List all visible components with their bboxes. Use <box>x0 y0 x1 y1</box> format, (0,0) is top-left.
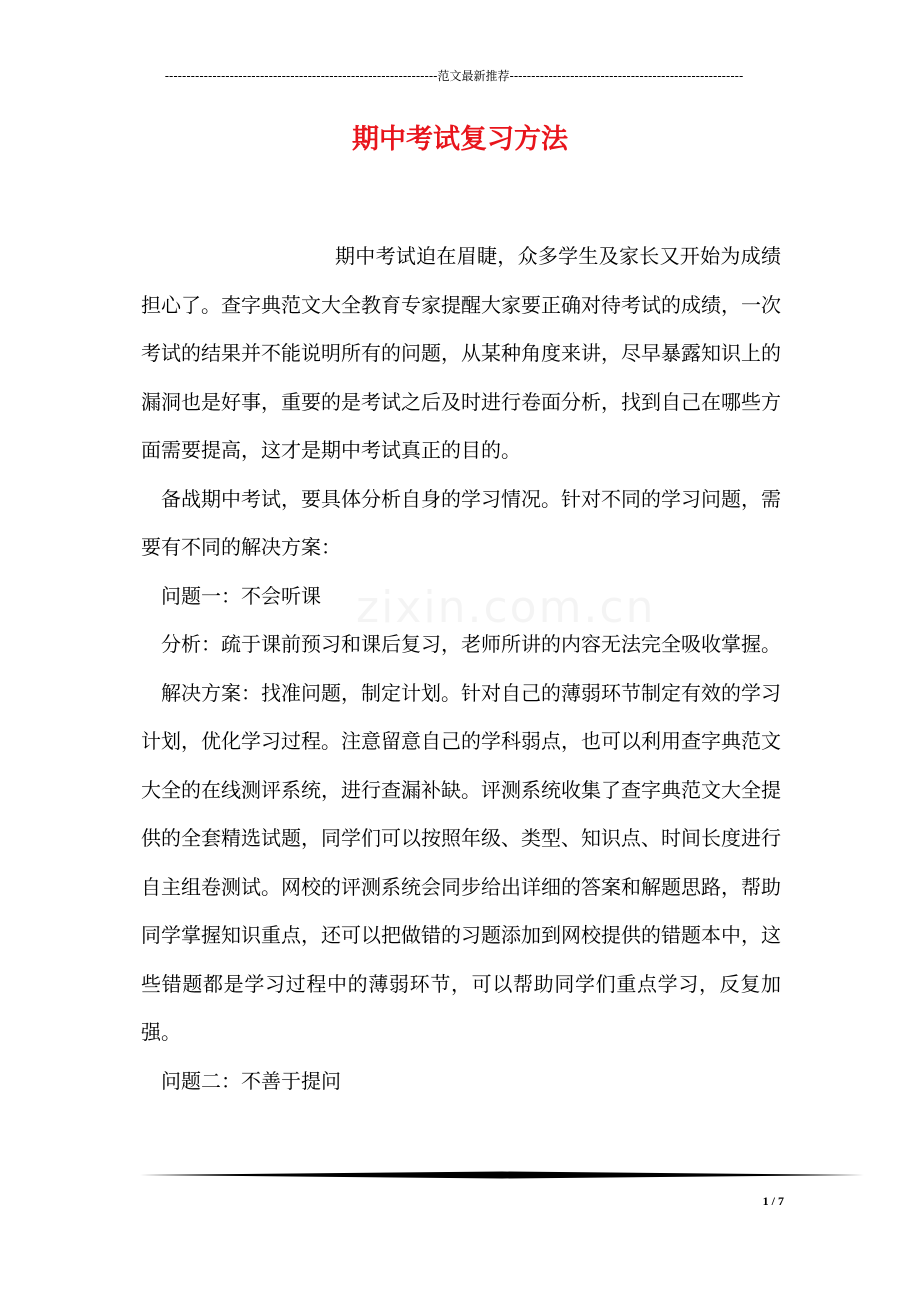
paragraph-intro: 期中考试迫在眉睫，众多学生及家长又开始为成绩担心了。查字典范文大全教育专家提醒大家要正确对待考试的成绩，一次考试的结果并不能说明所有的问题，从某种角度来讲，尽早暴露知识上的漏洞也是好事，重要的是考试之后及时进行卷面分析，找到自己在哪些方面需要提高，这才是期中考试真正的目的。 <box>141 244 781 462</box>
document-body <box>141 232 781 1105</box>
page-header: ---------------------------------------------------------------范文最新推荐------------------------------------------------------ <box>164 69 744 83</box>
problem-one-analysis: 分析：疏于课前预习和课后复习，老师所讲的内容无法完全吸收掌握。 <box>161 632 781 656</box>
problem-one-heading: 问题一：不会听课 <box>161 583 321 608</box>
page-number: 1 / 7 <box>762 1194 784 1208</box>
document-title: 期中考试复习方法 <box>352 124 568 155</box>
paragraph-preparation: 备战期中考试，要具体分析自身的学习情况。针对不同的学习问题，需要有不同的解决方案： <box>141 486 781 559</box>
footer-divider <box>140 1171 864 1179</box>
problem-two-heading: 问题二：不善于提问 <box>161 1068 341 1093</box>
problem-one-solution: 解决方案：找准问题，制定计划。针对自己的薄弱环节制定有效的学习计划，优化学习过程。注意留意自己的学科弱点，也可以利用查字典范文大全的在线测评系统，进行查漏补缺。评测系统收集了查字典范文大全提供的全套精选试题，同学们可以按照年级、类型、知识点、时间长度进行自主组卷测试。网校的评测系统会同步给出详细的答案和解题思路，帮助同学掌握知识重点，还可以把做错的习题添加到网校提供的错题本中，这些错题都是学习过程中的薄弱环节，可以帮助同学们重点学习，反复加强。 <box>141 680 781 1044</box>
